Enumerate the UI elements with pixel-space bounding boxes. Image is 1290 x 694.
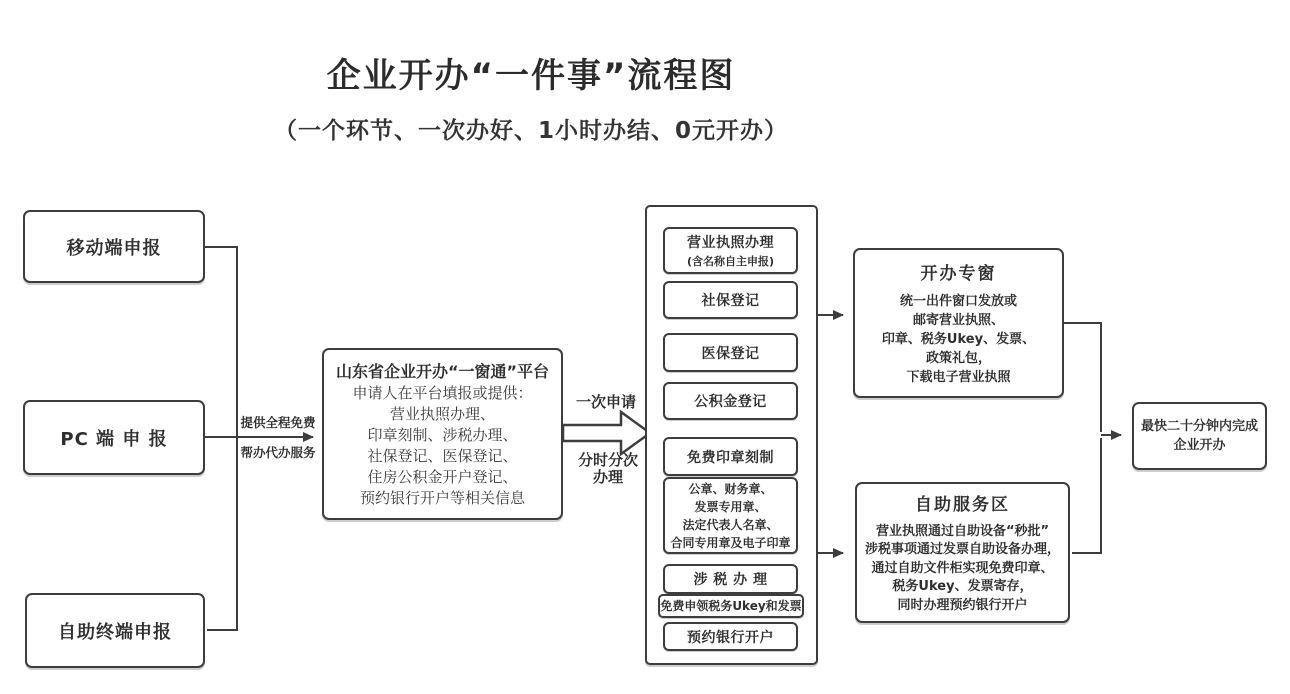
service-item-tax: [663, 564, 798, 594]
block-arrow-label-top: 一次申请: [575, 393, 636, 411]
selfservice-box: [855, 482, 1070, 623]
window-box-line: 政策礼包，: [925, 351, 991, 366]
service-item-license-label: 营业执照办理: [687, 235, 774, 251]
selfservice-box-line: 税务Ukey、发票寄存，: [892, 579, 1033, 595]
platform-title: 山东省企业开办“一窗通”平台: [335, 362, 550, 381]
connector-selfservice-to-merge: [1072, 438, 1101, 553]
service-item-line: 合同专用章及电子印章: [670, 535, 791, 550]
platform-box: [322, 348, 563, 520]
connector-window-to-merge: [1064, 323, 1101, 432]
window-box-line: 邮寄营业执照、: [912, 313, 1004, 328]
service-item-housing-fund: [663, 382, 798, 420]
platform-line: 印章刻制、涉税办理、: [367, 426, 518, 444]
result-box: [1132, 402, 1267, 470]
service-item-label: 公积金登记: [694, 394, 767, 410]
window-box: [853, 248, 1064, 398]
service-item-bank-account: [663, 622, 798, 651]
block-arrow-label-bottom-line2: 办理: [592, 468, 623, 486]
source-box-terminal: [25, 593, 205, 668]
service-item-line: 发票专用章、: [694, 499, 767, 514]
selfservice-box-line: 通过自助文件柜实现免费印章、: [871, 560, 1054, 576]
selfservice-box-title: 自助服务区: [915, 494, 1010, 515]
service-item-seal-engraving: [663, 437, 798, 476]
feeder-arrow-label-top: 提供全程免费: [240, 415, 316, 430]
platform-line: 社保登记、医保登记、: [367, 447, 518, 465]
service-item-medical-insurance: [663, 333, 798, 372]
service-item-social-insurance: [663, 281, 798, 319]
platform-line: 预约银行开户等相关信息: [359, 489, 525, 507]
block-arrow-label-bottom: [560, 452, 656, 486]
service-item-license: [663, 227, 798, 274]
service-item-label: 免费印章刻制: [687, 449, 774, 466]
window-box-line: 下载电子营业执照: [906, 370, 1011, 385]
service-item-label: 预约银行开户: [687, 629, 774, 646]
page-title: 企业开办“一件事”流程图: [326, 56, 736, 96]
platform-line: 申请人在平台填报或提供：: [352, 384, 533, 402]
service-item-label: 免费申领税务Ukey和发票: [660, 599, 802, 613]
selfservice-box-line: 同时办理预约银行开户: [897, 597, 1028, 613]
service-item-line: 法定代表人名章、: [682, 517, 779, 532]
window-box-title: 开办专窗: [920, 264, 997, 284]
source-box-pc-label: PC 端 申 报: [60, 428, 168, 450]
service-item-license-sub: (含名称自主申报): [686, 255, 775, 268]
service-item-seal-types: [663, 477, 798, 554]
selfservice-box-line: 营业执照通过自助设备“秒批”: [875, 523, 1050, 539]
source-box-terminal-label: 自助终端申报: [58, 621, 172, 643]
window-box-line: 统一出件窗口发放或: [899, 294, 1017, 309]
result-box-line1: 最快二十分钟内完成: [1140, 419, 1258, 434]
source-box-mobile-label: 移动端申报: [66, 237, 162, 259]
connector-sources-trunk: [205, 247, 237, 630]
platform-line: 营业执照办理、: [389, 405, 495, 423]
source-box-mobile: [23, 210, 205, 283]
service-item-line: 公章、财务章、: [688, 481, 773, 496]
service-item-label: 医保登记: [701, 345, 760, 362]
result-box-line2: 企业开办: [1173, 438, 1226, 453]
service-item-label: 涉 税 办 理: [693, 572, 768, 588]
platform-line: 住房公积金开户登记、: [367, 468, 518, 486]
service-item-label: 社保登记: [701, 293, 760, 309]
block-arrow-platform-to-services: [563, 412, 650, 454]
service-item-tax-ukey: [658, 594, 804, 618]
selfservice-box-line: 涉税事项通过发票自助设备办理，: [864, 542, 1060, 558]
source-box-pc: [23, 400, 205, 475]
window-box-line: 印章、税务Ukey、发票、: [881, 332, 1036, 347]
block-arrow-label-bottom-line1: 分时分次: [577, 451, 638, 469]
feeder-arrow-label-bottom: 帮办代办服务: [240, 445, 316, 460]
page-subtitle: （一个环节、一次办好、1小时办结、0元开办）: [273, 118, 788, 144]
